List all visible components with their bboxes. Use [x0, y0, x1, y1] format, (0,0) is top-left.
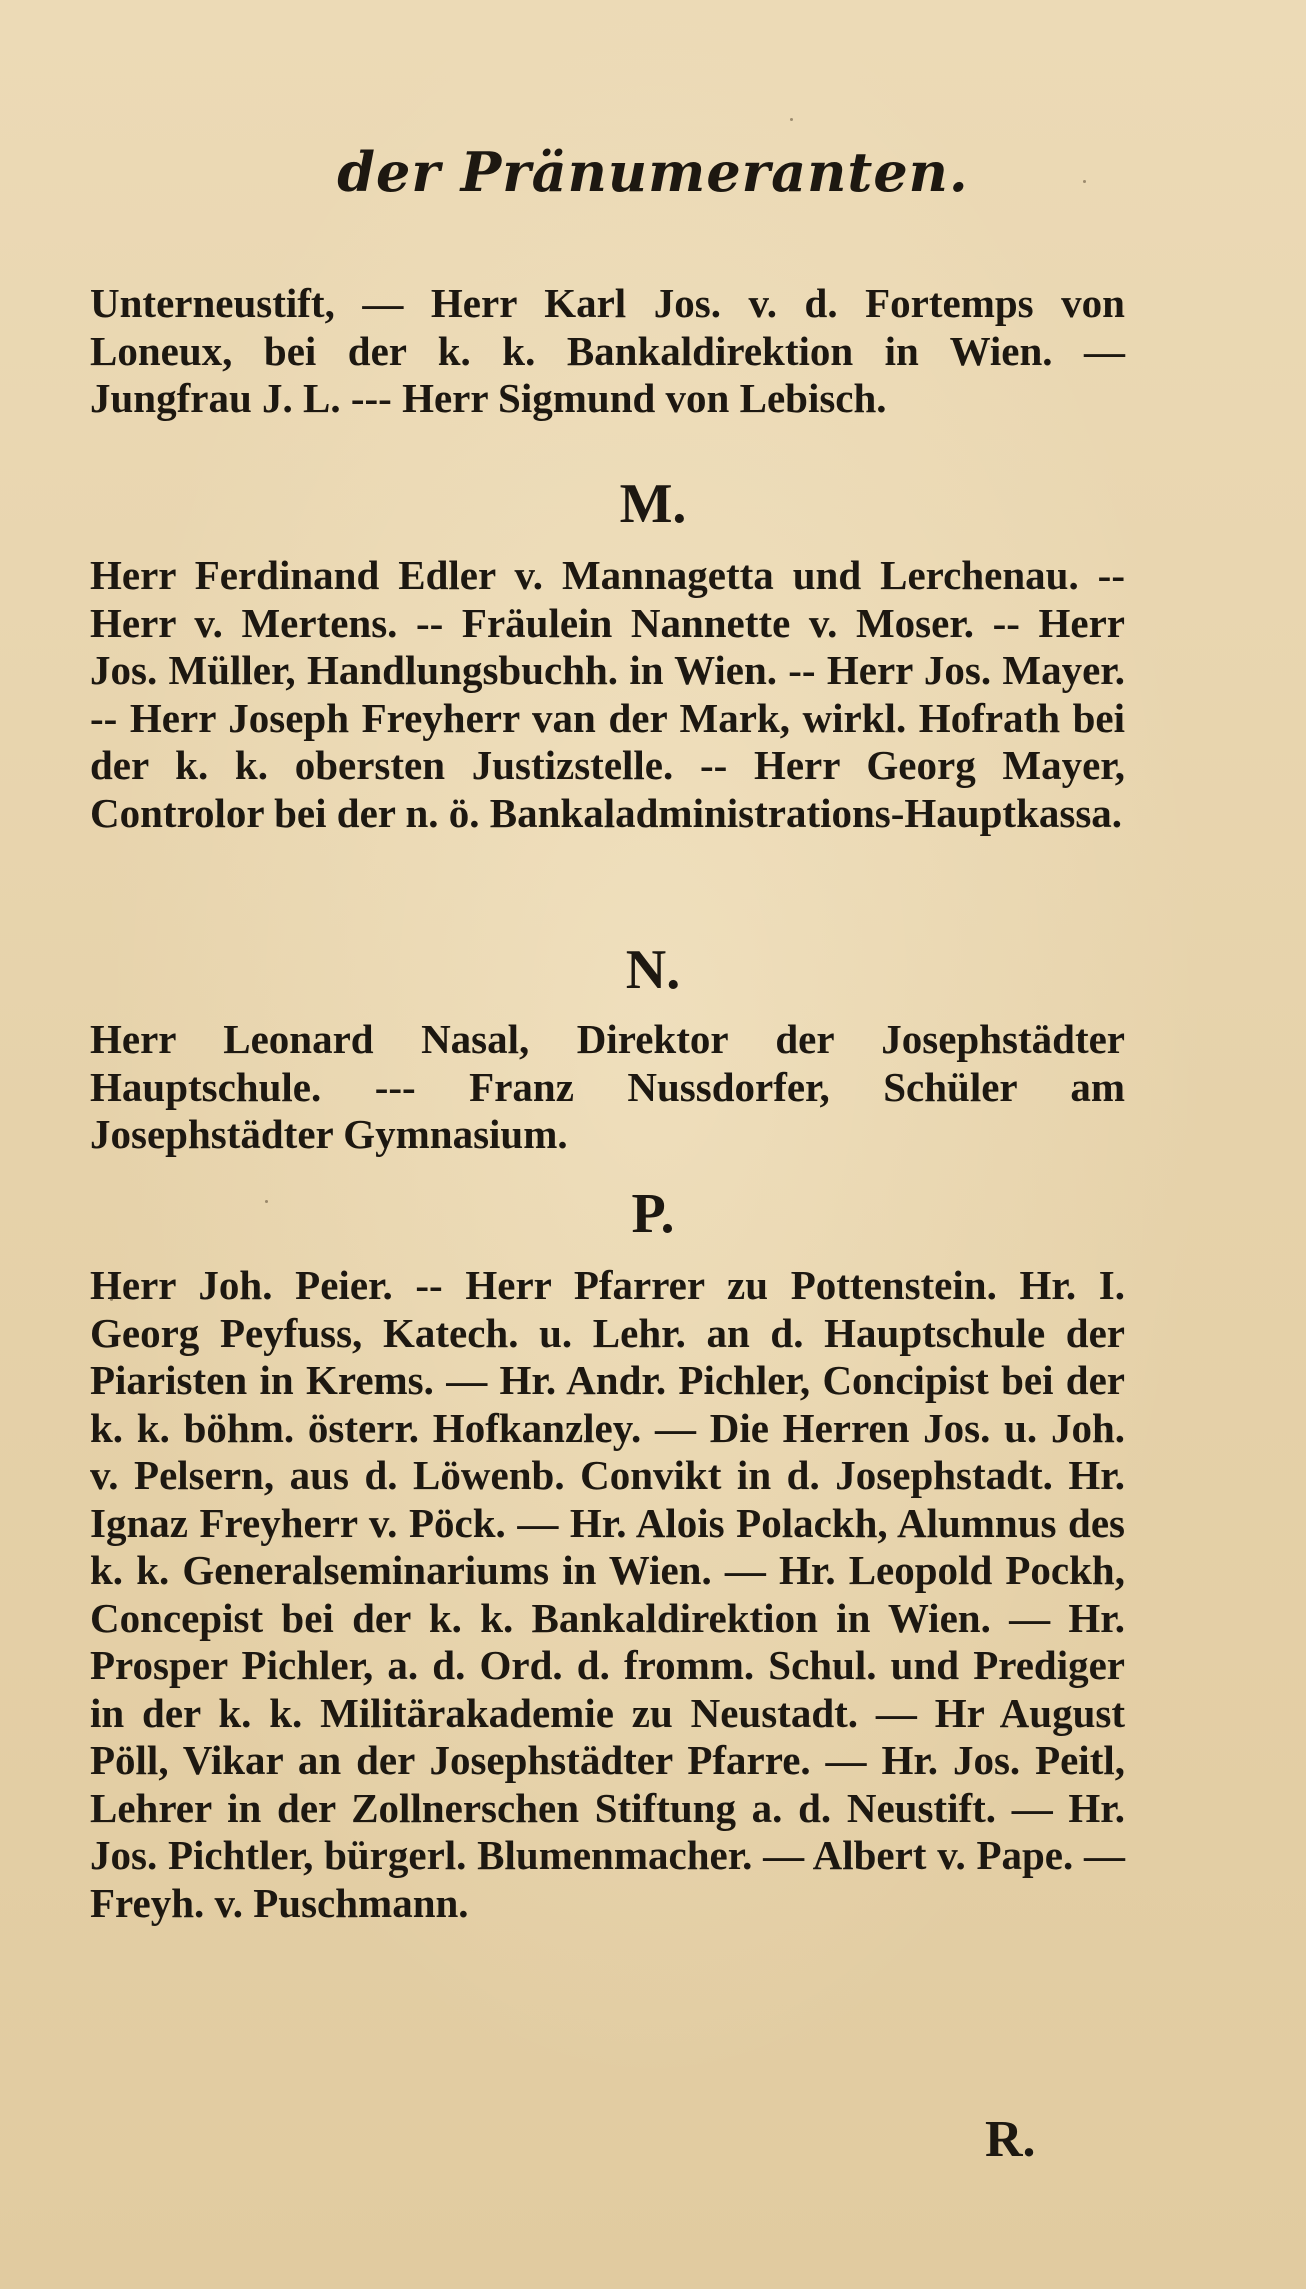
paper-speck [265, 1200, 268, 1203]
catchword: R. [985, 2111, 1036, 2168]
section-letter-m: M. [619, 473, 687, 535]
paper-speck [110, 1298, 113, 1301]
paper-speck [790, 118, 793, 121]
section-letter-p: P. [631, 1183, 675, 1245]
paragraph-m: Herr Ferdinand Edler v. Mannagetta und Lerchenau. -- Herr v. Mertens. -- Fräulein Nannette v. Moser. -- Herr Jos. Müller, Handlungsbuchh. in Wien. -- Herr Jos. Mayer. -- Herr Joseph Freyherr van der Mark, wirkl. Hofrath bei der k. k. obersten Justizstelle. -- Herr Georg Mayer, Controlor bei der n. ö. Bankaladministrations-Hauptkassa. [90, 552, 1125, 836]
paragraph-p: Herr Joh. Peier. -- Herr Pfarrer zu Pottenstein. Hr. I. Georg Peyfuss, Katech. u. Lehr. an d. Hauptschule der Piaristen in Krems. — Hr. Andr. Pichler, Concipist bei der k. k. böhm. österr. Hofkanzley. — Die Herren Jos. u. Joh. v. Pelsern, aus d. Löwenb. Convikt in d. Josephstadt. Hr. Ignaz Freyherr v. Pöck. — Hr. Alois Polackh, Alumnus des k. k. Generalseminariums in Wien. — Hr. Leopold Pockh, Concepist bei der k. k. Bankaldirektion in Wien. — Hr. Prosper Pichler, a. d. Ord. d. fromm. Schul. und Prediger in der k. k. Militärakademie zu Neustadt. — Hr August Pöll, Vikar an der Josephstädter Pfarre. — Hr. Jos. Peitl, Lehrer in der Zollnerschen Stiftung a. d. Neustift. — Hr. Jos. Pichtler, bürgerl. Blumenmacher. — Albert v. Pape. — Freyh. v. Puschmann. [90, 1262, 1125, 1926]
paragraph-intro: Unterneustift, — Herr Karl Jos. v. d. Fortemps von Loneux, bei der k. k. Bankaldirektion in Wien. — Jungfrau J. L. --- Herr Sigmund von Lebisch. [90, 280, 1125, 421]
paper-speck [1083, 180, 1086, 183]
section-letter-n: N. [625, 939, 681, 1001]
paragraph-n: Herr Leonard Nasal, Direktor der Josephstädter Hauptschule. --- Franz Nussdorfer, Schüler am Josephstädter Gymnasium. [90, 1016, 1125, 1157]
page-header: der Pränumeranten. [337, 140, 969, 204]
